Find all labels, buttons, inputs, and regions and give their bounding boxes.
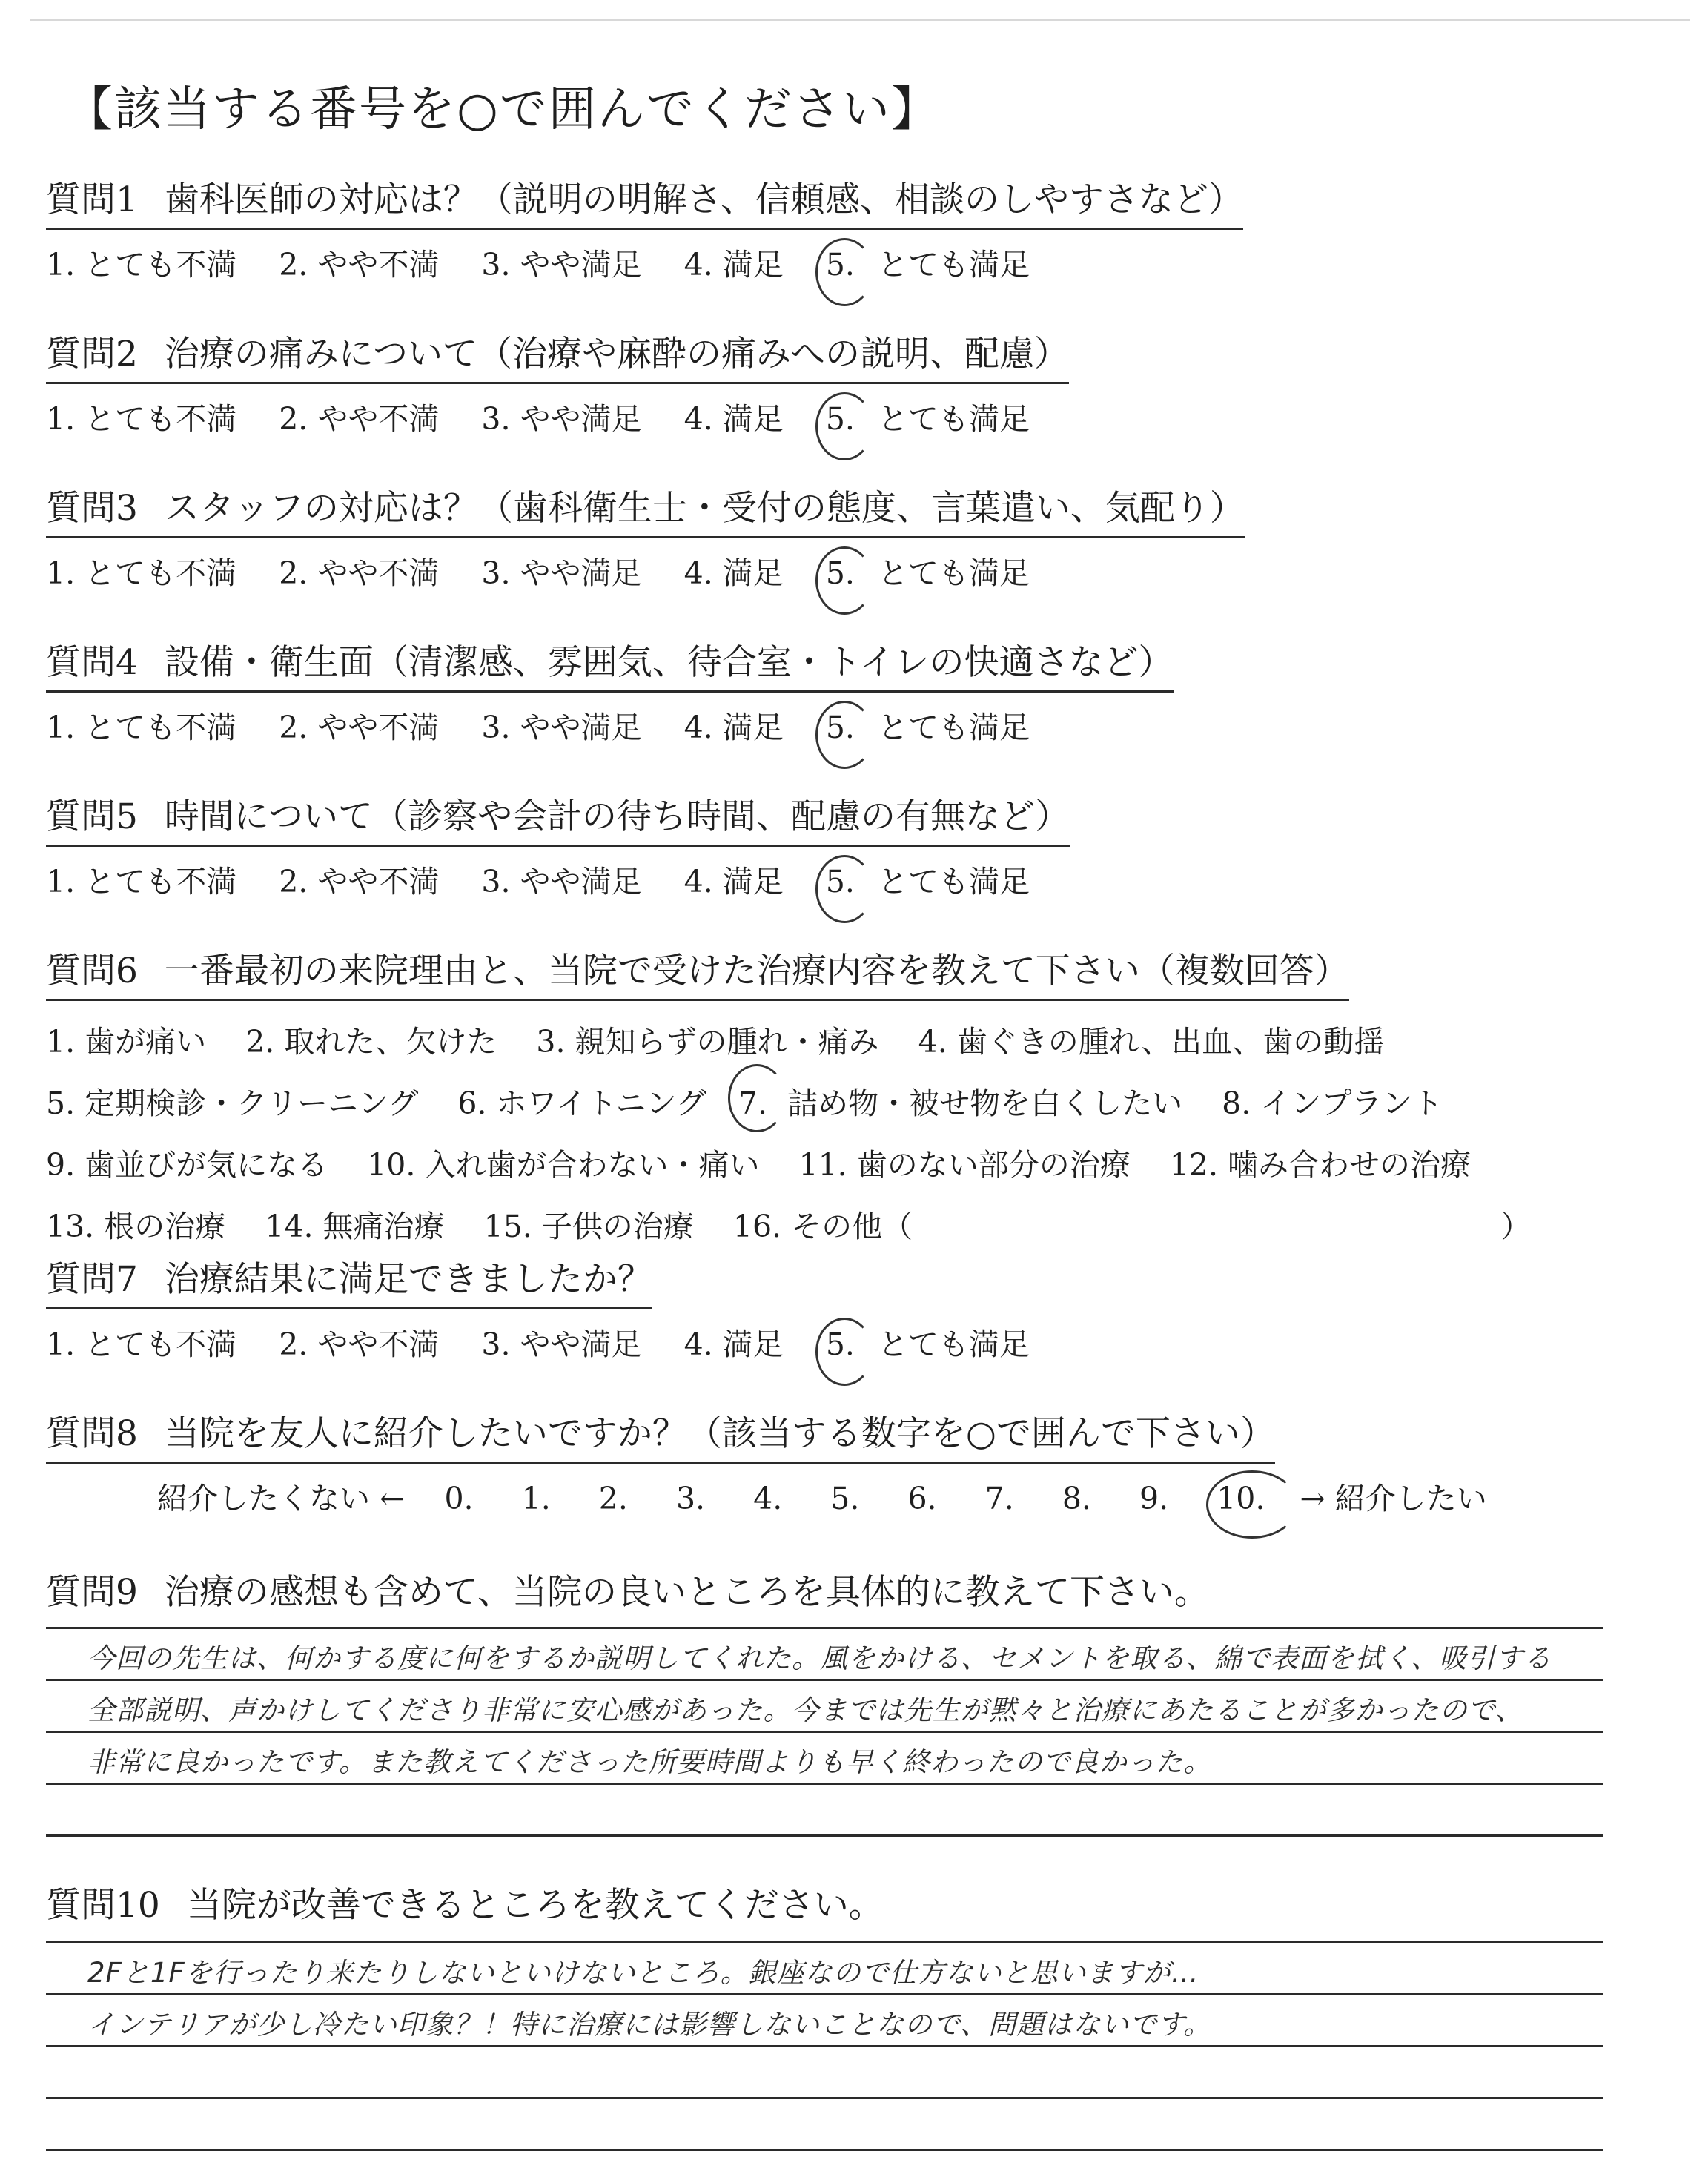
option-3[interactable]: 3. 親知らずの腫れ・痛み (536, 1024, 879, 1060)
question-6 (46, 943, 1560, 1258)
option-1[interactable]: 1. とても不満 (46, 710, 237, 745)
answer-line (46, 2045, 1603, 2047)
answer-line (46, 1731, 1603, 1733)
option-5-circled[interactable]: 5. (825, 401, 855, 437)
recommend-scale (46, 1474, 1526, 1518)
option-5[interactable]: 5. 定期検診・クリーニング (46, 1086, 419, 1121)
top-border (30, 19, 1690, 21)
option-1[interactable]: 1. とても不満 (46, 247, 237, 283)
option-3[interactable]: 3. やや満足 (481, 1327, 642, 1362)
option-2[interactable]: 2. やや不満 (279, 555, 440, 591)
option-4[interactable]: 4. 満足 (683, 247, 784, 283)
option-5-label: とても満足 (877, 710, 1030, 745)
question-3-heading (46, 480, 1245, 538)
answer-line (46, 1834, 1603, 1837)
question-text: 設備・衛生面（清潔感、雰囲気、待合室・トイレの快適さなど） (164, 642, 1174, 683)
option-2[interactable]: 2. 取れた、欠けた (245, 1024, 497, 1060)
answer-line (46, 2149, 1603, 2151)
answer-options (46, 549, 1245, 592)
question-text: 治療の痛みについて（治療や麻酔の痛みへの説明、配慮） (164, 334, 1070, 374)
question-number: 質問7 (46, 1259, 138, 1300)
question-8 (46, 1406, 1526, 1518)
scale-6[interactable]: 6. (907, 1481, 937, 1516)
question-1 (46, 172, 1243, 284)
option-2[interactable]: 2. やや不満 (279, 247, 440, 283)
handwritten-answer-line: 今回の先生は、何かする度に何をするか説明してくれた。風をかける、セメントを取る、綿で表面を拭く、吸引する (87, 1642, 1552, 1674)
question-text: スタッフの対応は？（歯科衛生士・受付の態度、言葉遣い、気配り） (164, 488, 1245, 529)
option-1[interactable]: 1. とても不満 (46, 555, 237, 591)
scale-9[interactable]: 9. (1139, 1481, 1169, 1516)
question-number: 質問6 (46, 951, 138, 991)
option-11[interactable]: 11. 歯のない部分の治療 (798, 1147, 1131, 1183)
handwritten-answer-line: インテリアが少し冷たい印象？！特に治療には影響しないことなので、問題はないです。 (87, 2009, 1212, 2041)
option-7-label: 詰め物・被せ物を白くしたい (787, 1086, 1183, 1121)
scale-4[interactable]: 4. (753, 1481, 783, 1516)
question-1-heading (46, 172, 1243, 230)
options-row (46, 1196, 1560, 1258)
scale-right-label: → 紹介したい (1300, 1481, 1487, 1516)
scale-8[interactable]: 8. (1062, 1481, 1091, 1516)
option-5-circled[interactable]: 5. (825, 710, 855, 745)
question-text: 一番最初の来院理由と、当院で受けた治療内容を教えて下さい（複数回答） (164, 951, 1349, 991)
scale-1[interactable]: 1. (521, 1481, 551, 1516)
question-text: 治療結果に満足できましたか？ (164, 1259, 652, 1300)
question-9 (46, 1565, 1209, 1614)
question-number: 質問1 (46, 179, 138, 220)
question-text: 治療の感想も含めて、当院の良いところを具体的に教えて下さい。 (164, 1572, 1209, 1613)
answer-line (46, 1627, 1603, 1629)
option-5-label: とても満足 (877, 864, 1030, 899)
question-text: 当院を友人に紹介したいですか？（該当する数字を○で囲んで下さい） (164, 1413, 1275, 1454)
option-5-label: とても満足 (877, 1327, 1030, 1362)
option-2[interactable]: 2. やや不満 (279, 864, 440, 899)
option-13[interactable]: 13. 根の治療 (46, 1209, 226, 1244)
answer-line (46, 1679, 1603, 1681)
option-16-close: ） (1500, 1209, 1532, 1244)
option-5-label: とても満足 (877, 247, 1030, 283)
question-7 (46, 1252, 1062, 1364)
answer-line (46, 1783, 1603, 1785)
options-row (46, 1135, 1560, 1196)
scale-left-label: 紹介したくない ← (157, 1481, 406, 1516)
scale-2[interactable]: 2. (598, 1481, 628, 1516)
option-3[interactable]: 3. やや満足 (481, 401, 642, 437)
answer-options (46, 703, 1174, 747)
question-number: 質問10 (46, 1885, 160, 1926)
page-title: 【該当する番号を○で囲んでください】 (65, 82, 940, 137)
reason-options (46, 1011, 1560, 1258)
question-5 (46, 789, 1070, 901)
option-10[interactable]: 10. 入れ歯が合わない・痛い (367, 1147, 760, 1183)
question-8-heading (46, 1406, 1275, 1464)
options-row (46, 1011, 1560, 1073)
scale-7[interactable]: 7. (984, 1481, 1014, 1516)
question-3 (46, 480, 1245, 592)
question-number: 質問2 (46, 334, 138, 374)
option-5-circled[interactable]: 5. (825, 1327, 855, 1362)
option-7-circled[interactable]: 7. (738, 1073, 767, 1135)
option-3[interactable]: 3. やや満足 (481, 555, 642, 591)
option-9[interactable]: 9. 歯並びが気になる (46, 1147, 328, 1183)
question-number: 質問8 (46, 1413, 138, 1454)
question-5-heading (46, 789, 1070, 847)
option-4[interactable]: 4. 満足 (683, 555, 784, 591)
option-5-label: とても満足 (877, 555, 1030, 591)
option-2[interactable]: 2. やや不満 (279, 401, 440, 437)
option-5-circled[interactable]: 5. (825, 864, 855, 899)
option-1[interactable]: 1. とても不満 (46, 1327, 237, 1362)
question-4 (46, 635, 1174, 747)
option-1[interactable]: 1. 歯が痛い (46, 1024, 207, 1060)
handwritten-answer-line: 全部説明、声かけしてくださり非常に安心感があった。今までは先生が黙々と治療にあたることが多かったので、 (87, 1694, 1523, 1726)
question-text: 歯科医師の対応は？（説明の明解さ、信頼感、相談のしやすさなど） (164, 179, 1244, 220)
handwritten-answer-line: 2Fと1Fを行ったり来たりしないといけないところ。銀座なので仕方ないと思いますが… (87, 1957, 1199, 1989)
option-4[interactable]: 4. 満足 (683, 401, 784, 437)
handwritten-answer-line: 非常に良かったです。また教えてくださった所要時間よりも早く終わったので良かった。 (87, 1746, 1212, 1778)
question-text: 時間について（診察や会計の待ち時間、配慮の有無など） (164, 796, 1070, 837)
option-4[interactable]: 4. 満足 (683, 1327, 784, 1362)
option-5-circled[interactable]: 5. (825, 247, 855, 283)
option-16[interactable]: 16. その他（ (732, 1209, 913, 1244)
option-4[interactable]: 4. 歯ぐきの腫れ、出血、歯の動揺 (918, 1024, 1385, 1060)
answer-options (46, 1320, 1062, 1364)
question-number: 質問9 (46, 1572, 138, 1613)
scale-3[interactable]: 3. (675, 1481, 706, 1516)
option-14[interactable]: 14. 無痛治療 (265, 1209, 445, 1244)
question-number: 質問4 (46, 642, 138, 683)
answer-options (46, 240, 1243, 284)
question-text: 当院が改善できるところを教えてください。 (186, 1885, 884, 1926)
option-1[interactable]: 1. とても不満 (46, 864, 237, 899)
option-4[interactable]: 4. 満足 (683, 710, 784, 745)
question-7-heading (46, 1252, 652, 1309)
answer-line (46, 1941, 1603, 1943)
option-12[interactable]: 12. 噛み合わせの治療 (1169, 1147, 1472, 1183)
scale-5[interactable]: 5. (830, 1481, 860, 1516)
answer-options (46, 394, 1069, 438)
scale-0[interactable]: 0. (444, 1481, 474, 1516)
option-2[interactable]: 2. やや不満 (279, 710, 440, 745)
option-1[interactable]: 1. とても不満 (46, 401, 237, 437)
question-4-heading (46, 635, 1174, 693)
option-6[interactable]: 6. ホワイトニング (457, 1086, 706, 1121)
scale-10-circled[interactable]: 10. (1217, 1481, 1265, 1516)
answer-line (46, 1993, 1603, 1995)
option-2[interactable]: 2. やや不満 (279, 1327, 440, 1362)
question-number: 質問5 (46, 796, 138, 837)
option-3[interactable]: 3. やや満足 (481, 864, 642, 899)
question-2 (46, 326, 1069, 438)
option-5-circled[interactable]: 5. (825, 555, 855, 591)
question-2-heading (46, 326, 1069, 384)
option-3[interactable]: 3. やや満足 (481, 710, 642, 745)
answer-options (46, 857, 1070, 901)
option-4[interactable]: 4. 満足 (683, 864, 784, 899)
question-6-heading (46, 943, 1349, 1001)
options-row (46, 1073, 1560, 1135)
option-15[interactable]: 15. 子供の治療 (483, 1209, 694, 1244)
option-3[interactable]: 3. やや満足 (481, 247, 642, 283)
question-10 (46, 1877, 884, 1927)
question-number: 質問3 (46, 488, 138, 529)
option-8[interactable]: 8. インプラント (1222, 1086, 1443, 1121)
option-5-label: とても満足 (877, 401, 1030, 437)
answer-line (46, 2097, 1603, 2099)
